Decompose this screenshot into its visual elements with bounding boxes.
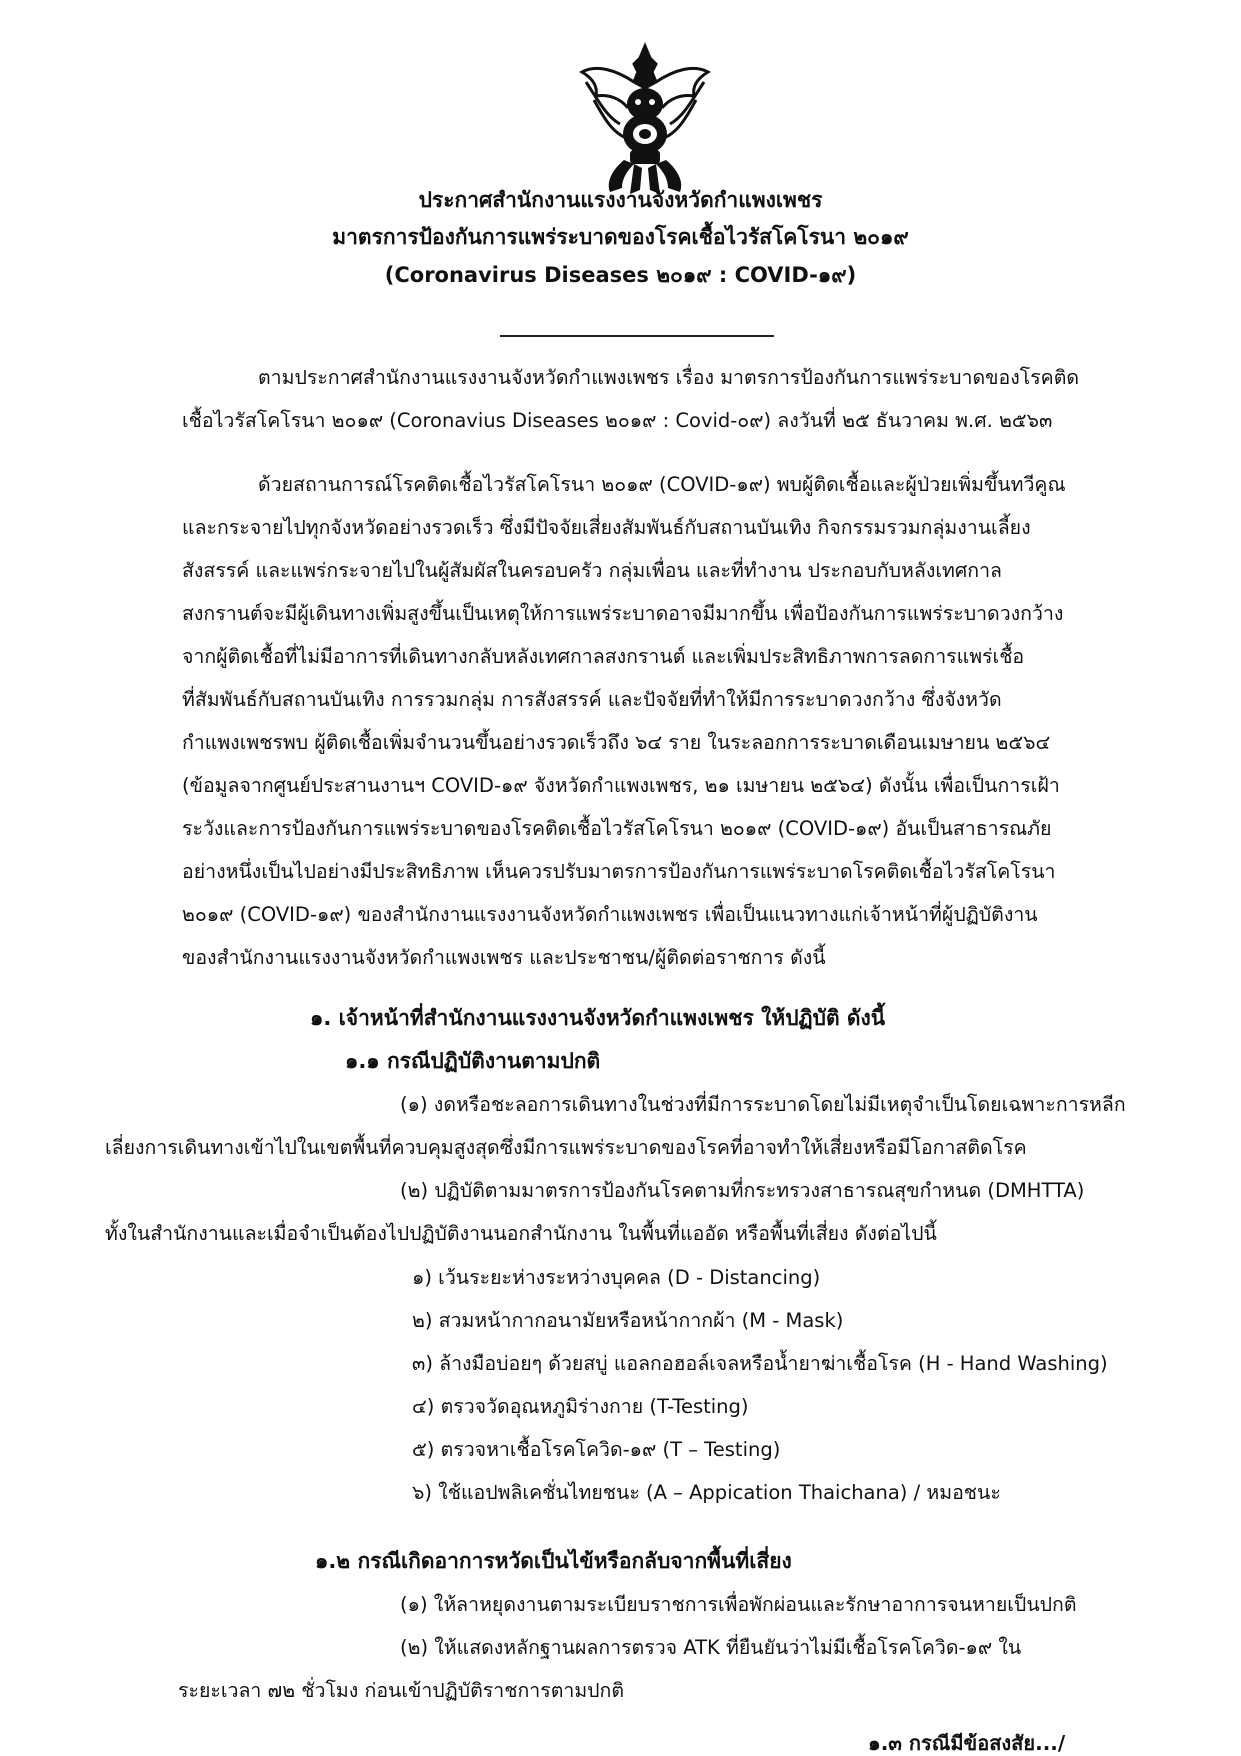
measure-item: ๔) ตรวจวัดอุณหภูมิร่างกาย (T-Testing): [412, 1395, 749, 1418]
body-line-9: ระวังและการป้องกันการแพร่ระบาดของโรคติดเชื้อไวรัสโคโรนา ๒๐๑๙ (COVID-๑๙) อันเป็นสาธารณภัย: [182, 817, 1052, 840]
section-1-1-item-1-line-1: (๑) งดหรือชะลอการเดินทางในช่วงที่มีการระบาดโดยไม่มีเหตุจำเป็นโดยเฉพาะการหลีก: [400, 1093, 1126, 1116]
body-line-5: จากผู้ติดเชื้อที่ไม่มีอาการที่เดินทางกลับหลังเทศกาลสงกรานต์ และเพิ่มประสิทธิภาพการลดการแพร่เชื้อ: [182, 645, 1025, 668]
body-line-12: ของสำนักงานแรงงานจังหวัดกำแพงเพชร และประชาชน/ผู้ติดต่อราชการ ดังนี้: [182, 946, 826, 969]
body-line-7: กำแพงเพชรพบ ผู้ติดเชื้อเพิ่มจำนวนขึ้นอย่างรวดเร็วถึง ๖๔ ราย ในระลอกการระบาดเดือนเมษายน ๒๕๖๔: [182, 731, 1051, 754]
body-line-10: อย่างหนึ่งเป็นไปอย่างมีประสิทธิภาพ เห็นควรปรับมาตรการป้องกันการแพร่ระบาดโรคติดเชื้อไวรัสโคโรนา: [182, 860, 1056, 883]
body-line-2: และกระจายไปทุกจังหวัดอย่างรวดเร็ว ซึ่งมีปัจจัยเสี่ยงสัมพันธ์กับสถานบันเทิง กิจกรรมรวมกลุ่มงานเลี้ยง: [182, 516, 1031, 539]
measure-item: ๕) ตรวจหาเชื้อโรคโควิด-๑๙ (T – Testing): [412, 1438, 781, 1461]
measure-item: ๒) สวมหน้ากากอนามัยหรือหน้ากากผ้า (M - Mask): [412, 1309, 844, 1332]
section-1-1-item-2-line-1: (๒) ปฏิบัติตามมาตรการป้องกันโรคตามที่กระทรวงสาธารณสุขกำหนด (DMHTTA): [400, 1179, 1085, 1202]
body-line-6: ที่สัมพันธ์กับสถานบันเทิง การรวมกลุ่ม การสังสรรค์ และปัจจัยที่ทำให้มีการระบาดวงกว้าง ซึ่งจังหวัด: [182, 688, 1002, 711]
section-1-1-heading: ๑.๑ กรณีปฏิบัติงานตามปกติ: [345, 1049, 601, 1073]
section-1-2-item-1: (๑) ให้ลาหยุดงานตามระเบียบราชการเพื่อพักผ่อนและรักษาอาการจนหายเป็นปกติ: [400, 1593, 1077, 1616]
measure-item: ๖) ใช้แอปพลิเคชั่นไทยชนะ (A – Appication Thaichana) / หมอชนะ: [412, 1481, 1001, 1504]
garuda-emblem-icon: [576, 42, 714, 200]
body-line-11: ๒๐๑๙ (COVID-๑๙) ของสำนักงานแรงงานจังหวัดกำแพงเพชร เพื่อเป็นแนวทางแก่เจ้าหน้าที่ผู้ปฏิบัติงาน: [182, 903, 1038, 926]
title-line-1: ประกาศสำนักงานแรงงานจังหวัดกำแพงเพชร: [418, 188, 823, 212]
title-line-2: มาตรการป้องกันการแพร่ระบาดของโรคเชื้อไวรัสโคโรนา ๒๐๑๙: [332, 225, 909, 249]
body-line-3: สังสรรค์ และแพร่กระจายไปในผู้สัมผัสในครอบครัว กลุ่มเพื่อน และที่ทำงาน ประกอบกับหลังเทศกาล: [182, 559, 1002, 582]
continuation-note: ๑.๓ กรณีมีข้อสงสัย.../: [868, 1731, 1066, 1755]
measure-item: ๑) เว้นระยะห่างระหว่างบุคคล (D - Distancing): [412, 1266, 821, 1289]
section-1-2-item-2-line-1: (๒) ให้แสดงหลักฐานผลการตรวจ ATK ที่ยืนยันว่าไม่มีเชื้อโรคโควิด-๑๙ ใน: [400, 1636, 1022, 1659]
body-line-1: ด้วยสถานการณ์โรคติดเชื้อไวรัสโคโรนา ๒๐๑๙ (COVID-๑๙) พบผู้ติดเชื้อและผู้ป่วยเพิ่มขึ้นทวีคูณ: [258, 473, 1066, 496]
title-line-3: (Coronavirus Diseases ๒๐๑๙ : COVID-๑๙): [384, 263, 857, 287]
section-1-1-item-2-line-2: ทั้งในสำนักงานและเมื่อจำเป็นต้องไปปฏิบัติงานนอกสำนักงาน ในพื้นที่แออัด หรือพื้นที่เสี่ยง ดังต่อไปนี้: [105, 1222, 937, 1245]
body-line-4: สงกรานต์จะมีผู้เดินทางเพิ่มสูงขึ้นเป็นเหตุให้การแพร่ระบาดอาจมีมากขึ้น เพื่อป้องกันการแพร่ระบาดวงกว้าง: [182, 602, 1064, 625]
section-1-heading: ๑. เจ้าหน้าที่สำนักงานแรงงานจังหวัดกำแพงเพชร ให้ปฏิบัติ ดังนี้: [310, 1006, 886, 1030]
section-1-1-item-1-line-2: เลี่ยงการเดินทางเข้าไปในเขตพื้นที่ควบคุมสูงสุดซึ่งมีการแพร่ระบาดของโรคที่อาจทำให้เสี่ยงหรือมีโอกาสติดโรค: [105, 1136, 1027, 1159]
preamble-line-2: เชื้อไวรัสโคโรนา ๒๐๑๙ (Coronavius Diseases ๒๐๑๙ : Covid-๐๙) ลงวันที่ ๒๕ ธันวาคม พ.ศ. ๒๕๖๓: [182, 409, 1053, 432]
measure-item: ๓) ล้างมือบ่อยๆ ด้วยสบู่ แอลกอฮอล์เจลหรือน้ำยาฆ่าเชื้อโรค (H - Hand Washing): [412, 1352, 1108, 1375]
preamble-line-1: ตามประกาศสำนักงานแรงงานจังหวัดกำแพงเพชร เรื่อง มาตรการป้องกันการแพร่ระบาดของโรคติด: [258, 366, 1080, 389]
section-1-2-item-2-line-2: ระยะเวลา ๗๒ ชั่วโมง ก่อนเข้าปฏิบัติราชการตามปกติ: [178, 1679, 625, 1702]
title-divider: [500, 335, 774, 337]
section-1-2-heading: ๑.๒ กรณีเกิดอาการหวัดเป็นไข้หรือกลับจากพื้นที่เสี่ยง: [315, 1549, 792, 1573]
body-line-8: (ข้อมูลจากศูนย์ประสานงานฯ COVID-๑๙ จังหวัดกำแพงเพชร, ๒๑ เมษายน ๒๕๖๔) ดังนั้น เพื่อเป็นการเฝ้า: [182, 774, 1060, 797]
